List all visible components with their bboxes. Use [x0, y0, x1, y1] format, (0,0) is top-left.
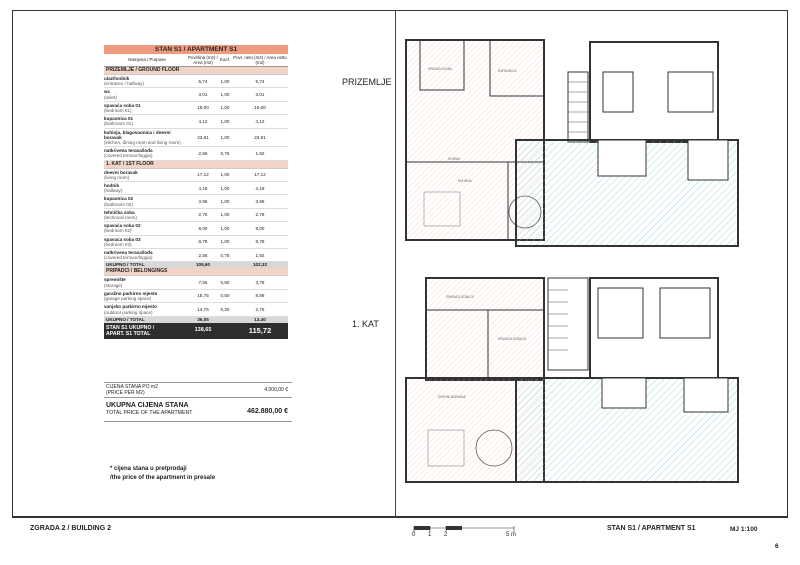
price-per-m2-label: CIJENA STANA PO m2 — [106, 384, 158, 390]
price-per-m2-row — [104, 382, 292, 398]
table-row — [104, 88, 288, 101]
subtotal-net: 102,32 — [252, 262, 268, 268]
table-body — [104, 67, 288, 262]
row-net: 4,18 — [255, 185, 265, 191]
row-name: spavaća soba 01 — [104, 102, 141, 108]
row-name-cell — [104, 169, 188, 181]
row-coef: 0,50 — [220, 280, 230, 286]
subtotal-coef — [218, 262, 232, 268]
page-number: 6 — [775, 543, 779, 550]
table-row — [104, 303, 288, 316]
subtotal-label: UKUPNO / TOTAL — [106, 262, 145, 268]
apartment-label: STAN S1 / APARTMENT S1 — [607, 525, 696, 532]
row-name: natkrivena terasa/lođa — [104, 250, 153, 256]
belongings-title: PRIPADCI / BELONGINGS — [104, 268, 288, 276]
header-name: Namjena / Purpose — [128, 57, 166, 63]
row-coef: 1,00 — [220, 212, 230, 218]
row-coef: 1,00 — [220, 92, 230, 97]
row-name-cell — [104, 147, 188, 159]
row-net: 8,88 — [255, 293, 265, 299]
belongings-subtotal-label: UKUPNO / TOTAL — [106, 316, 145, 322]
table-row — [104, 195, 288, 208]
row-coef: 1,00 — [220, 118, 230, 124]
first-floor-label: 1. KAT — [352, 319, 379, 329]
row-net: 4,12 — [255, 118, 265, 124]
row-coef: 0,50 — [220, 293, 230, 299]
row-name: hodnik — [104, 183, 120, 189]
row-area: 7,55 — [198, 280, 208, 286]
row-area: 4,12 — [198, 118, 208, 124]
row-sub: (bedroom 03) — [104, 241, 132, 247]
scale-bar-graphic — [410, 524, 520, 544]
row-sub: (living room) — [104, 174, 130, 180]
row-net: 23,81 — [254, 134, 266, 140]
grand-total-row — [104, 323, 288, 339]
row-name-cell — [104, 249, 188, 261]
row-net: 2,76 — [255, 212, 265, 218]
room-label-living-1: DNEVNI BORAVAK — [438, 395, 466, 399]
row-name-cell — [104, 182, 188, 194]
room-label-living: KUHINJA — [458, 179, 472, 183]
row-coef: 1,00 — [220, 225, 230, 231]
grand-total-coef — [218, 323, 232, 339]
price-box — [104, 382, 292, 422]
scale-tick-0: 0 — [412, 532, 416, 538]
row-area: 17,12 — [197, 172, 209, 178]
grand-total-area: 138,65 — [194, 327, 212, 334]
row-sub: (toilet) — [104, 94, 117, 100]
table-row — [104, 236, 288, 249]
row-net: 3,01 — [255, 92, 265, 97]
grand-label-2: APART. S1 TOTAL — [106, 330, 151, 337]
room-label-bedroom-02: SPAVAĆA SOBA 02 — [446, 295, 475, 299]
row-coef: 1,00 — [220, 199, 230, 205]
row-area: 15,75 — [197, 293, 209, 299]
table-row — [104, 102, 288, 115]
header-coef: Koef. — [219, 57, 231, 63]
footer-divider — [12, 517, 788, 518]
grand-total-label — [104, 323, 188, 339]
row-name-cell — [104, 129, 188, 147]
row-net: 5,74 — [255, 78, 265, 84]
table-row — [104, 222, 288, 235]
row-area: 8,78 — [198, 239, 208, 245]
row-sub: (hallway) — [104, 188, 123, 194]
row-net: 8,78 — [255, 239, 265, 245]
area-table — [104, 45, 288, 339]
room-label-bathroom: KUPAONICA — [498, 69, 517, 73]
row-area: 3,01 — [198, 92, 208, 97]
row-area: 13,75 — [197, 306, 209, 312]
room-label-bedroom: SPAVAĆA SOBA — [428, 67, 452, 71]
subtotal-area: 105,60 — [195, 262, 211, 268]
row-name-cell — [104, 290, 188, 302]
row-sub: (technical room) — [104, 215, 137, 221]
row-area: 15,00 — [197, 105, 209, 111]
row-net: 3,96 — [255, 199, 265, 205]
row-sub: (outdoor parking space) — [104, 309, 153, 315]
presale-note-line1: * cijena stana u pretprodaji — [110, 466, 187, 472]
plan-divider — [395, 10, 396, 517]
row-coef: 1,00 — [220, 185, 230, 191]
row-name: ulaz/hodnik — [104, 76, 130, 81]
row-name: kupaonica 01 — [104, 116, 134, 122]
row-name-cell — [104, 195, 188, 207]
row-net: 1,92 — [255, 150, 265, 156]
first-floor-plan — [398, 270, 748, 490]
row-area: 23,81 — [197, 134, 209, 140]
row-area: 3,96 — [198, 199, 208, 205]
total-price-label-wrap — [104, 401, 233, 421]
row-sub: (storage) — [104, 282, 123, 288]
table-row — [104, 182, 288, 195]
row-name: spremište — [104, 277, 126, 283]
total-price-value: 462.880,00 € — [247, 407, 288, 415]
ground-floor-label: PRIZEMLJE — [342, 77, 392, 87]
row-name-cell — [104, 303, 188, 315]
belongings-subtotal-net: 13,40 — [254, 316, 266, 322]
total-price-label: UKUPNA CIJENA STANA — [106, 402, 189, 409]
row-name: kupaonica 02 — [104, 196, 134, 202]
row-area: 2,56 — [198, 252, 208, 258]
row-area: 2,76 — [198, 212, 208, 218]
row-name: spavaća soba 03 — [104, 236, 141, 242]
presale-note-line2: /the price of the apartment in presale — [110, 475, 216, 481]
row-name-cell — [104, 75, 188, 87]
section-title: 1. KAT / 1ST FLOOR — [104, 161, 288, 169]
row-sub: (covered terrace/loggia) — [104, 153, 153, 159]
row-coef: 0,75 — [220, 252, 230, 258]
row-name-cell — [104, 88, 188, 100]
room-label-bedroom-03: SPAVAĆA SOBA 03 — [498, 337, 527, 341]
table-row — [104, 290, 288, 303]
row-name: vanjsko parkirno mjesto — [104, 304, 157, 310]
row-sub: (bathroom 01) — [104, 121, 133, 127]
grand-label-1: STAN S1 UKUPNO / — [106, 324, 155, 331]
table-row — [104, 209, 288, 222]
row-net: 1,92 — [255, 252, 265, 258]
row-name-cell — [104, 209, 188, 221]
first-floor-drawing — [398, 270, 748, 490]
row-sub: (covered terrace/loggia) — [104, 255, 153, 261]
total-price-sub: TOTAL PRICE OF THE APARTMENT — [106, 410, 193, 416]
section-title: PRIZEMLJE / GROUND FLOOR — [104, 67, 288, 75]
row-net: 3,78 — [255, 280, 265, 286]
row-name-cell — [104, 115, 188, 127]
row-coef: 1,00 — [220, 105, 230, 111]
price-per-m2-value: 4.000,00 € — [264, 387, 288, 393]
table-row — [104, 129, 288, 148]
table-row — [104, 169, 288, 182]
row-coef: 1,00 — [220, 239, 230, 245]
row-coef: 1,00 — [220, 134, 230, 140]
grand-total-net: 115,72 — [248, 326, 272, 336]
row-name: garažno parkirno mjesto — [104, 290, 158, 296]
row-name-cell — [104, 276, 188, 288]
row-area: 5,74 — [198, 78, 208, 84]
row-net: 17,12 — [254, 172, 266, 178]
row-name-cell — [104, 236, 188, 248]
row-net: 2,75 — [255, 306, 265, 312]
row-sub: (kitchen, dining room and living room) — [104, 140, 181, 146]
belongings-body — [104, 276, 288, 316]
table-row — [104, 75, 288, 88]
building-label: ZGRADA 2 / BUILDING 2 — [30, 525, 112, 532]
header-area: Površina (m2) / Area (m2) — [188, 54, 218, 65]
table-row — [104, 276, 288, 289]
row-net: 8,00 — [255, 225, 265, 231]
row-coef: 0,75 — [220, 150, 230, 156]
table-row — [104, 147, 288, 160]
price-per-m2-label-wrap — [104, 383, 235, 397]
table-title: STAN S1 / APARTMENT S1 — [104, 45, 288, 54]
header-net: Povr. neto (m2) / Area netto (m2) — [233, 54, 287, 65]
row-area: 2,56 — [198, 150, 208, 156]
ground-floor-plan — [398, 22, 748, 254]
row-sub: (entrance / hallway) — [104, 81, 145, 87]
row-sub: (bedroom 02) — [104, 228, 132, 234]
scale-tick-1: 1 — [428, 532, 432, 538]
price-per-m2-sub: (PRICE PER M2) — [106, 390, 145, 396]
scale-label: MJ 1:100 — [730, 526, 758, 533]
room-label-hall: HODNIK — [448, 157, 461, 161]
scale-bar — [410, 524, 520, 549]
scale-tick-5: 5 m — [506, 532, 517, 538]
row-sub: (bedroom 01) — [104, 108, 132, 114]
row-coef: 1,00 — [220, 78, 230, 84]
table-row — [104, 115, 288, 128]
row-name-cell — [104, 222, 188, 234]
total-price-row — [104, 401, 292, 422]
row-name: dnevni boravak — [104, 169, 138, 175]
table-row — [104, 249, 288, 262]
belongings-subtotal-area: 36,05 — [197, 316, 209, 322]
presale-note — [110, 465, 215, 483]
table-header — [104, 54, 288, 67]
row-area: 8,00 — [198, 225, 208, 231]
row-coef: 0,20 — [220, 306, 230, 312]
row-name: kuhinja, blagovaonica i dnevni boravak — [104, 129, 171, 140]
ground-floor-drawing — [398, 22, 748, 254]
row-sub: (bathroom 02) — [104, 201, 133, 207]
row-area: 4,18 — [198, 185, 208, 191]
row-sub: (garage parking space) — [104, 296, 152, 302]
row-name: wc — [104, 89, 111, 95]
row-name: spavaća soba 02 — [104, 223, 141, 229]
row-name: tehnička soba — [104, 209, 135, 215]
row-coef: 1,00 — [220, 172, 230, 178]
row-name: natkrivena terasa/lođa — [104, 148, 153, 154]
row-net: 15,00 — [254, 105, 266, 111]
scale-tick-2: 2 — [444, 532, 448, 538]
row-name-cell — [104, 102, 188, 114]
